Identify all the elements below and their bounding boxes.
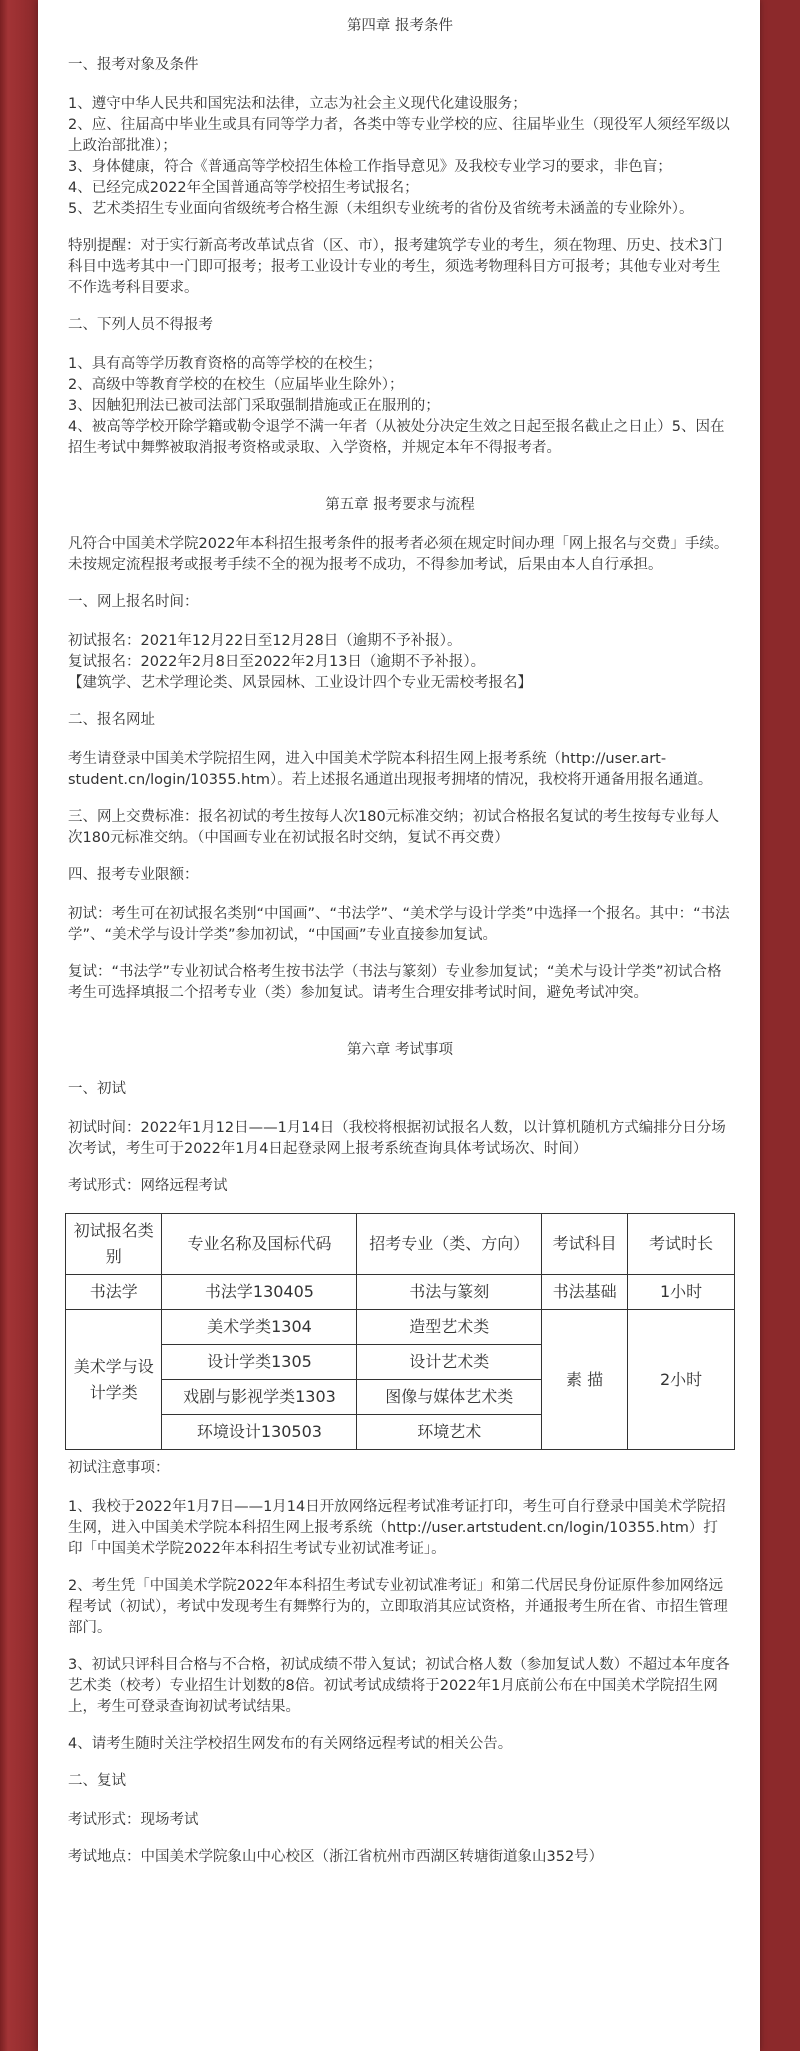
- ch6-section-1-title: 一、初试: [68, 1081, 126, 1097]
- table-cell: 环境设计130503: [162, 1415, 357, 1450]
- ch5-section-4-title: 四、报考专业限额：: [68, 867, 199, 883]
- table-header: 初试报名类别: [66, 1214, 162, 1275]
- special-reminder: 特别提醒：对于实行新高考改革试点省（区、市），报考建筑学专业的考生，须在物理、历史、技术3门科目中选考其中一门即可报考；报考工业设计专业的考生，须选考物理科目方可报考；其他专业对考生不作选考科目要求。: [68, 238, 723, 296]
- list-item: 1、具有高等学历教育资格的高等学校的在校生；: [68, 356, 382, 372]
- exam-form: 考试形式：网络远程考试: [68, 1178, 228, 1194]
- exam-note: 3、初试只评科目合格与不合格，初试成绩不带入复试；初试合格人数（参加复试人数）不超过本年度各艺术类（校考）专业招生计划数的8倍。初试考试成绩将于2022年1月底前公布在中国美术学院招生网上，考生可登录查询初试考试结果。: [68, 1657, 730, 1715]
- table-cell: 书法学130405: [162, 1275, 357, 1310]
- table-header: 考试科目: [542, 1214, 628, 1275]
- list-item: 3、身体健康，符合《普通高等学校招生体检工作指导意见》及我校专业学习的要求，非色盲；: [68, 159, 672, 175]
- second-exam-registration: 复试报名：2022年2月8日至2022年2月13日（逾期不予补报）。: [68, 654, 486, 670]
- registration-website-text: 考生请登录中国美术学院招生网，进入中国美术学院本科招生网上报考系统（http://user.art-student.cn/login/10355.htm）。若上述报名通道出现报考拥堵的情况，我校将开通备用报名通道。: [68, 751, 713, 788]
- list-item: 2、应、往届高中毕业生或具有同等学力者，各类中等专业学校的应、往届毕业生（现役军人须经军级以上政治部批准）；: [68, 117, 730, 154]
- table-cell: 戏剧与影视学类1303: [162, 1380, 357, 1415]
- exam-table: [65, 1213, 735, 1450]
- list-item: 2、高级中等教育学校的在校生（应届毕业生除外）；: [68, 377, 404, 393]
- table-cell: 设计学类1305: [162, 1345, 357, 1380]
- ch4-section-1-title: 一、报考对象及条件: [68, 57, 199, 73]
- ch5-section-2-title: 二、报名网址: [68, 712, 155, 728]
- table-cell: 造型艺术类: [357, 1310, 542, 1345]
- second-exam-quota: 复试：“书法学”专业初试合格考生按书法学（书法与篆刻）专业参加复试；“美术与设计学类”初试合格考生可选择填报二个招考专业（类）参加复试。请考生合理安排考试时间，避免考试冲突。: [68, 964, 722, 1001]
- registration-times: [68, 631, 732, 694]
- registration-note: 【建筑学、艺术学理论类、风景园林、工业设计四个专业无需校考报名】: [68, 675, 532, 691]
- first-exam-registration: 初试报名：2021年12月22日至12月28日（逾期不予补报）。: [68, 633, 462, 649]
- table-cell: 美术学类1304: [162, 1310, 357, 1345]
- table-row: [66, 1275, 735, 1310]
- ch6-section-2-title: 二、复试: [68, 1773, 126, 1789]
- table-cell: 设计艺术类: [357, 1345, 542, 1380]
- ch4-section-2-list: [68, 354, 732, 459]
- exam-notes-title: 初试注意事项：: [68, 1460, 170, 1476]
- exam-note: 2、考生凭「中国美术学院2022年本科招生考试专业初试准考证」和第二代居民身份证原件参加网络远程考试（初试），考试中发现考生有舞弊行为的，立即取消其应试资格，并通报考生所在省、市招生管理部门。: [68, 1578, 728, 1636]
- exam-note: 1、我校于2022年1月7日——1月14日开放网络远程考试准考证打印，考生可自行登录中国美术学院招生网，进入中国美术学院本科招生网上报考系统（http://user.artstudent.cn/login/10355.htm）打印「中国美术学院2022年本科招生考试专业初试准考证」。: [68, 1499, 726, 1557]
- chapter-6-title: 第六章 考试事项: [346, 1042, 454, 1058]
- ch5-intro: 凡符合中国美术学院2022年本科招生报考条件的报考者必须在规定时间办理「网上报名与交费」手续。未按规定流程报考或报考手续不全的视为报考不成功，不得参加考试，后果由本人自行承担。: [68, 536, 729, 573]
- list-item: 3、因触犯刑法已被司法部门采取强制措施或正在服刑的；: [68, 398, 440, 414]
- table-cell-group: 美术学与设计学类: [66, 1310, 162, 1450]
- second-exam-place: 考试地点：中国美术学院象山中心校区（浙江省杭州市西湖区转塘街道象山352号）: [68, 1849, 604, 1865]
- table-cell: 书法与篆刻: [357, 1275, 542, 1310]
- table-header-row: [66, 1214, 735, 1275]
- table-cell: 图像与媒体艺术类: [357, 1380, 542, 1415]
- table-header: 考试时长: [628, 1214, 735, 1275]
- table-cell: 1小时: [628, 1275, 735, 1310]
- exam-time: 初试时间：2022年1月12日——1月14日（我校将根据初试报名人数，以计算机随机方式编排分日分场次考试，考生可于2022年1月4日起登录网上报考系统查询具体考试场次、时间）: [68, 1120, 726, 1157]
- ch4-section-1-list: [68, 94, 732, 220]
- table-cell-subject: 素 描: [542, 1310, 628, 1450]
- second-exam-form: 考试形式：现场考试: [68, 1812, 199, 1828]
- chapter-4-title: 第四章 报考条件: [346, 18, 454, 34]
- document-page: [38, 0, 760, 2051]
- table-cell: 书法学: [66, 1275, 162, 1310]
- list-item: 4、被高等学校开除学籍或勒令退学不满一年者（从被处分决定生效之日起至报名截止之日止）5、因在招生考试中舞弊被取消报考资格或录取、入学资格，并规定本年不得报考者。: [68, 419, 725, 456]
- list-item: 5、艺术类招生专业面向省级统考合格生源（未组织专业统考的省份及省统考未涵盖的专业除外）。: [68, 201, 694, 217]
- chapter-5-title: 第五章 报考要求与流程: [325, 497, 475, 513]
- exam-note: 4、请考生随时关注学校招生网发布的有关网络远程考试的相关公告。: [68, 1736, 513, 1752]
- ch5-section-1-title: 一、网上报名时间：: [68, 594, 199, 610]
- table-cell-duration: 2小时: [628, 1310, 735, 1450]
- fee-standard: 三、网上交费标准：报名初试的考生按每人次180元标准交纳；初试合格报名复试的考生按每专业每人次180元标准交纳。（中国画专业在初试报名时交纳，复试不再交费）: [68, 809, 720, 846]
- table-header: 招考专业（类、方向）: [357, 1214, 542, 1275]
- first-exam-quota: 初试：考生可在初试报名类别“中国画”、“书法学”、“美术学与设计学类”中选择一个报名。其中：“书法学”、“美术学与设计学类”参加初试，“中国画”专业直接参加复试。: [68, 906, 730, 943]
- list-item: 1、遵守中华人民共和国宪法和法律，立志为社会主义现代化建设服务；: [68, 96, 527, 112]
- list-item: 4、已经完成2022年全国普通高等学校招生考试报名；: [68, 180, 419, 196]
- table-header: 专业名称及国标代码: [162, 1214, 357, 1275]
- table-cell: 书法基础: [542, 1275, 628, 1310]
- ch4-section-2-title: 二、下列人员不得报考: [68, 317, 213, 333]
- table-cell: 环境艺术: [357, 1415, 542, 1450]
- document-content: [68, 16, 732, 1884]
- table-row: [66, 1310, 735, 1345]
